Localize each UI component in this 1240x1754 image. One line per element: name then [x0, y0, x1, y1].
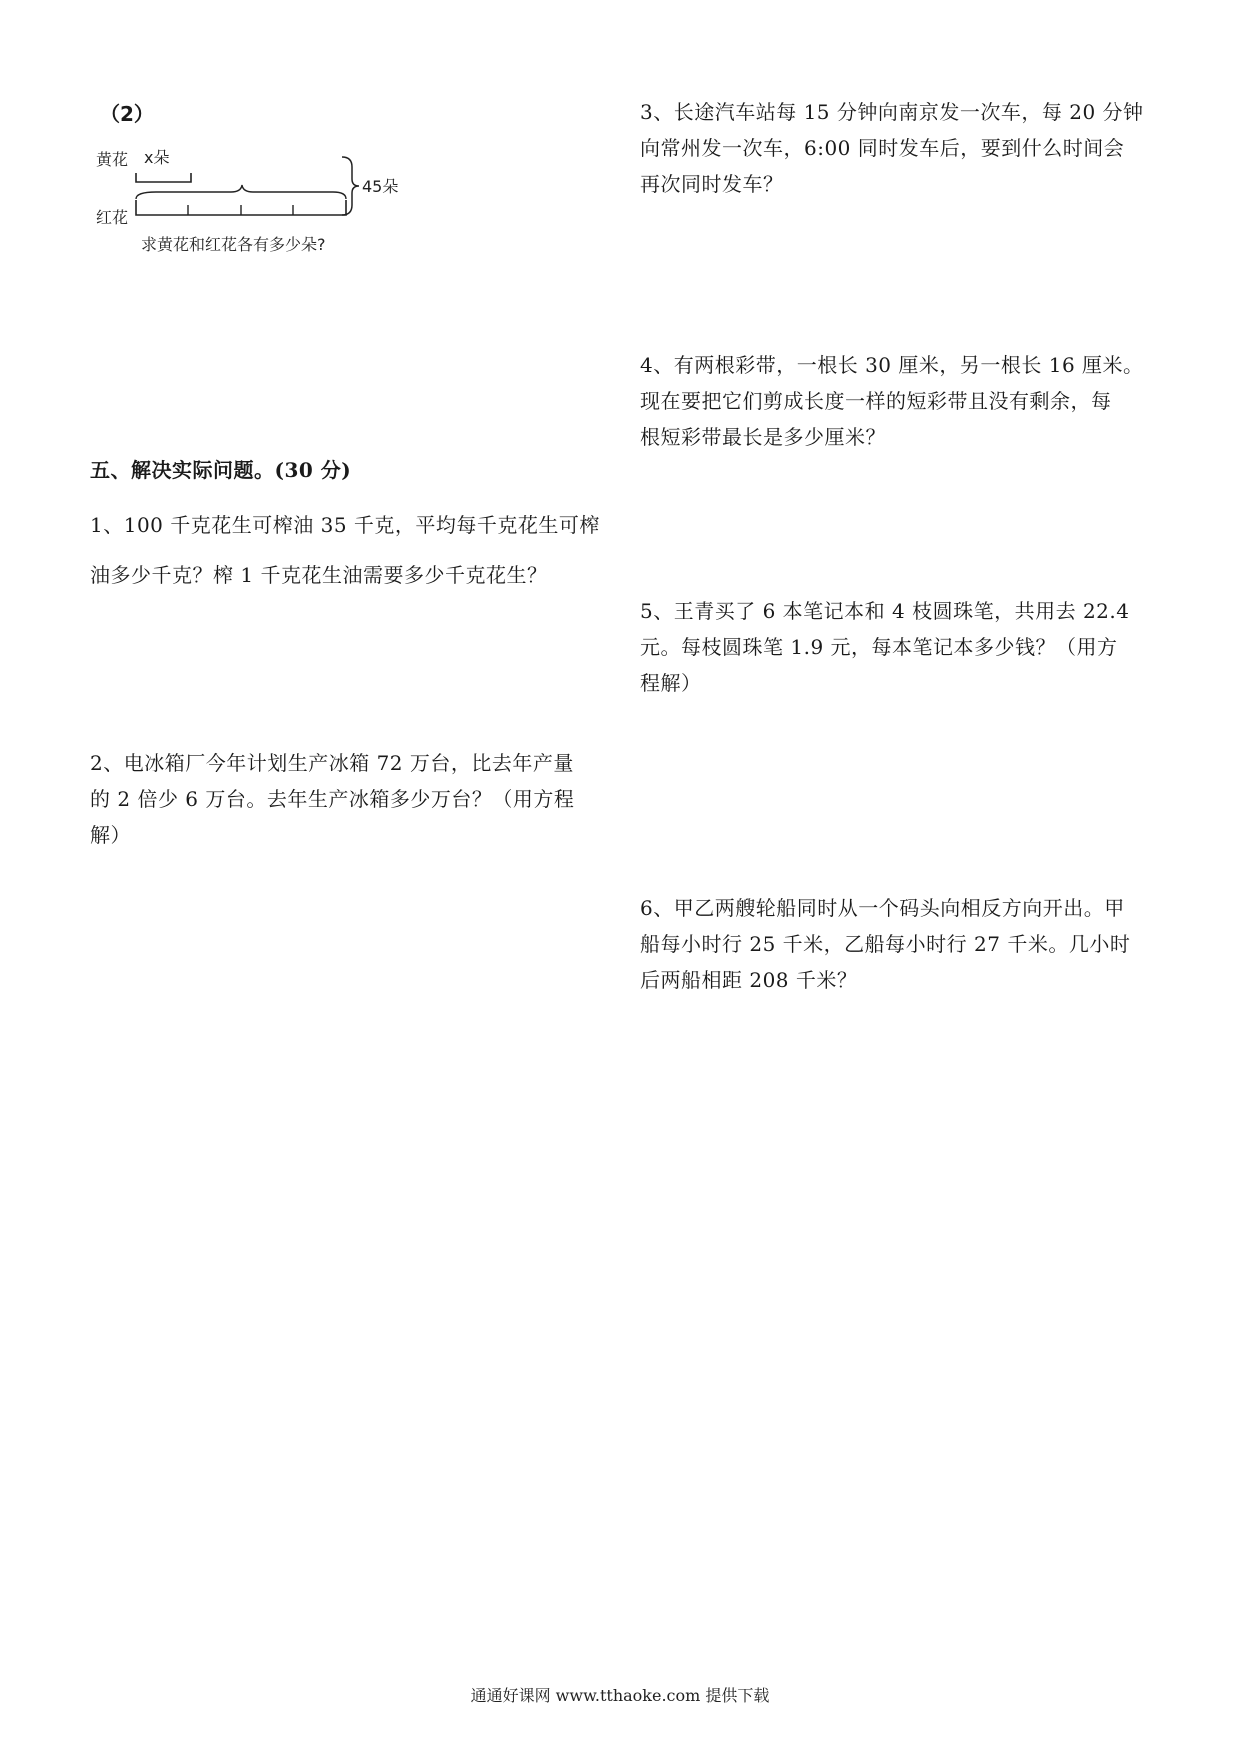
line-segment-diagram — [96, 148, 456, 295]
question-6-line-1: 6、甲乙两艘轮船同时从一个码头向相反方向开出。甲 — [640, 896, 1125, 920]
diagram-question: 求黄花和红花各有多少朵? — [141, 235, 326, 254]
total-label: 45朵 — [362, 177, 399, 196]
question-6-line-2: 船每小时行 25 千米，乙船每小时行 27 千米。几小时 — [640, 932, 1131, 956]
question-1-line-2: 油多少千克？榨 1 千克花生油需要多少千克花生？ — [90, 563, 548, 587]
question-2-line-1: 2、电冰箱厂今年计划生产冰箱 72 万台，比去年产量 — [90, 751, 574, 775]
question-3-line-2: 向常州发一次车，6:00 同时发车后，要到什么时间会 — [640, 136, 1125, 160]
red-flower-label: 红花 — [96, 208, 129, 227]
question-4-line-2: 现在要把它们剪成长度一样的短彩带且没有剩余，每 — [640, 389, 1112, 413]
question-1-line-1: 1、100 千克花生可榨油 35 千克，平均每千克花生可榨 — [90, 513, 600, 537]
question-4-line-1: 4、有两根彩带，一根长 30 厘米，另一根长 16 厘米。 — [640, 353, 1144, 377]
question-3-line-1: 3、长途汽车站每 15 分钟向南京发一次车，每 20 分钟 — [640, 100, 1144, 124]
yellow-segment — [136, 173, 191, 182]
section-title: 五、解决实际问题。(30 分) — [90, 458, 352, 482]
page-footer: 通通好课网 www.tthaoke.com 提供下载 — [470, 1686, 770, 1705]
question-2-line-3: 解） — [90, 823, 131, 847]
question-6-line-3: 后两船相距 208 千米？ — [640, 968, 858, 992]
question-2 — [90, 745, 574, 853]
question-3-line-3: 再次同时发车？ — [640, 172, 784, 196]
question-2-line-2: 的 2 倍少 6 万台。去年生产冰箱多少万台？（用方程 — [90, 787, 575, 811]
red-top-brace — [136, 185, 346, 199]
question-3 — [640, 94, 1144, 202]
question-5-line-3: 程解） — [640, 671, 702, 695]
question-5 — [640, 593, 1130, 701]
total-brace — [342, 157, 359, 215]
x-label: x朵 — [144, 148, 170, 167]
question-4-line-3: 根短彩带最长是多少厘米？ — [640, 425, 886, 449]
question-6 — [640, 890, 1130, 998]
question-4 — [640, 347, 1144, 455]
diagram-drawing — [96, 155, 456, 295]
question-5-line-1: 5、王青买了 6 本笔记本和 4 枝圆珠笔，共用去 22.4 — [640, 599, 1130, 623]
question-5-line-2: 元。每枝圆珠笔 1.9 元，每本笔记本多少钱？（用方 — [640, 635, 1118, 659]
part-label: （2） — [100, 102, 154, 126]
yellow-flower-label: 黄花 — [96, 150, 129, 169]
question-1 — [90, 500, 600, 600]
